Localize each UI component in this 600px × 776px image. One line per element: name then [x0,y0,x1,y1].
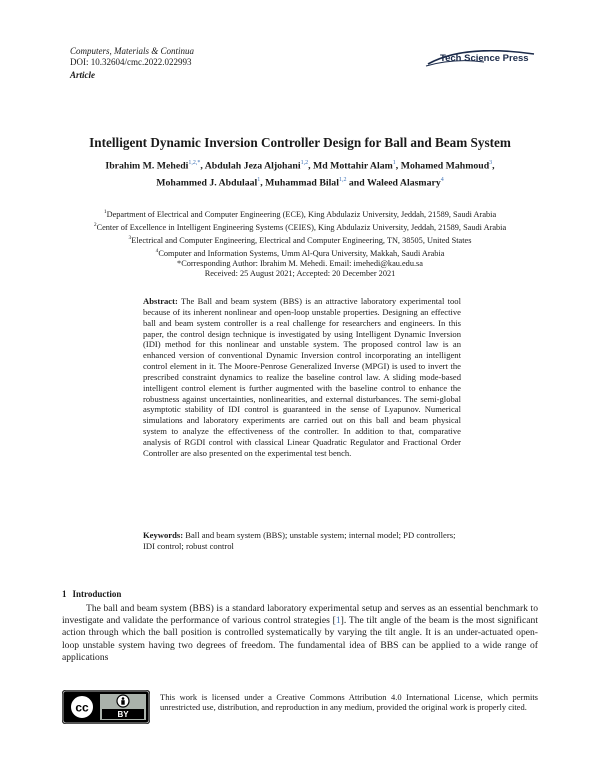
affiliation-sup: 3 [128,234,132,241]
intro-text: ]. The tilt angle of the beam is the most significant action through which the ball position is controlled systematically by varying the tilt angle. It is an under-actuated open-loop unstable system having two degrees of freedom. The fundamental idea of BBS can be applied to a wide range of applications [62,615,538,663]
author-sup[interactable]: 3 [489,160,493,166]
section-heading [62,589,121,599]
corresponding-author: *Corresponding Author: Ibrahim M. Mehedi. Email: imehedi@kau.edu.sa [177,258,423,268]
abstract-label: Abstract: [143,296,178,306]
keywords-label: Keywords: [143,530,184,540]
author-sup[interactable]: 4 [440,177,444,184]
by-badge-text: BY [117,710,129,719]
intro-text: The ball and beam system (BBS) is a standard laboratory experimental setup and serves as an essential benchmark to investigate and validate the performance of various control strategies [ [62,603,538,627]
affiliation-text: Computer and Information Systems, Umm Al-Qura University, Makkah, Saudi Arabia [158,248,445,258]
license-text: This work is licensed under a Creative Commons Attribution 4.0 International License, which permits unrestricted use, distribution, and reproduction in any medium, provided the original work is properly cited. [160,692,538,713]
keywords-text: Ball and beam system (BBS); unstable system; internal model; PD controllers; IDI control; robust control [143,530,456,551]
author: Mohamed Mahmoud [400,160,490,172]
author-sup[interactable]: 1 [257,177,261,184]
affiliation [40,246,560,259]
author: Md Mottahir Alam [312,160,393,172]
author: Muhammad Bilal [265,177,339,189]
cc-by-badge[interactable] [62,690,150,724]
affiliation-sup: 2 [93,221,97,228]
keywords [143,530,461,552]
affiliation-sup: 1 [103,209,107,215]
journal-name: Computers, Materials & Continua [70,46,195,56]
publisher-logo [424,50,536,68]
paper-title: Intelligent Dynamic Inversion Controller Design for Ball and Beam System [89,135,511,150]
affiliation-sup: 4 [155,247,159,254]
affiliation-text: Center of Excellence in Intelligent Engineering Systems (CEIES), King Abdulaziz University, Jeddah, 21589, Saudi Arabia [96,222,507,232]
author-sup[interactable]: 1,2 [338,177,347,184]
cc-badge-text: cc [75,700,89,715]
author-sup[interactable]: 1,2,* [188,160,201,166]
abstract [143,296,461,459]
article-type: Article [70,70,95,80]
affiliation [40,233,560,246]
section-number: 1 [62,589,67,599]
doi: DOI: 10.32604/cmc.2022.022993 [70,57,192,67]
intro-paragraph [62,603,538,664]
creative-commons-icon [62,690,150,724]
affiliations [40,207,560,279]
author-sup[interactable]: 1 [392,160,396,166]
author: Abdulah Jeza Aljohani [204,160,301,172]
publisher-name: Tech Science Press [440,53,529,64]
section-title: Introduction [72,589,122,599]
author-list: Ibrahim M. Mehedi$^{1,2,*}$, Abdulah Jeza Aljohani$^{1,2}$, Md Mottahir Alam$^1$, Mohamed Mahmoud$^3$, Mohammed J. Abdulaal$^1$, Muhammad Bilal$^{1,2}$ and Waleed Alasmary$^4$ [105,160,495,189]
affiliation-text: Electrical and Computer Engineering, Electrical and Computer Engineering, TN, 38505, United States [131,235,472,245]
citation-link[interactable]: 1 [335,615,341,627]
author-sup[interactable]: 1,2 [300,160,309,166]
affiliation [40,207,560,220]
author: Mohammed J. Abdulaal [156,177,258,189]
affiliation [40,220,560,233]
abstract-text: The Ball and beam system (BBS) is an attractive laboratory experimental tool because of its inherent nonlinear and open-loop unstable properties. Designing an effective ball and beam system controller is a real challenge for researchers and engineers. In this paper, the control design technique is investigated by using Intelligent Dynamic Inversion (IDI) method for this nonlinear and unstable system. The proposed control law is an enhanced version of conventional Dynamic Inversion control incorporating an intelligent control element in it. The Moore-Penrose Generalized Inverse (MPGI) is used to invert the prescribed constraint dynamics to realize the baseline control law. A sliding mode-based intelligent control element is further augmented with the baseline control to enhance the robustness against uncertainties, nonlinearities, and external disturbances. The semi-global asymptotic stability of IDI control is guaranteed in the sense of Lyapunov. Numerical simulations and laboratory experiments are carried out on this ball and beam physical system to analyze the effectiveness of the controller. In addition to that, comparative analysis of RGDI control with classical Linear Quadratic Regulator and Fractional Order Controller are also presented on the experimental test bench. [143,296,461,458]
author: Ibrahim M. Mehedi [105,160,189,172]
author: Waleed Alasmary [366,177,441,189]
received-dates: Received: 25 August 2021; Accepted: 20 December 2021 [204,269,396,279]
affiliation-text: Department of Electrical and Computer Engineering (ECE), King Abdulaziz University, Jeddah, 21589, Saudi Arabia [106,209,497,219]
